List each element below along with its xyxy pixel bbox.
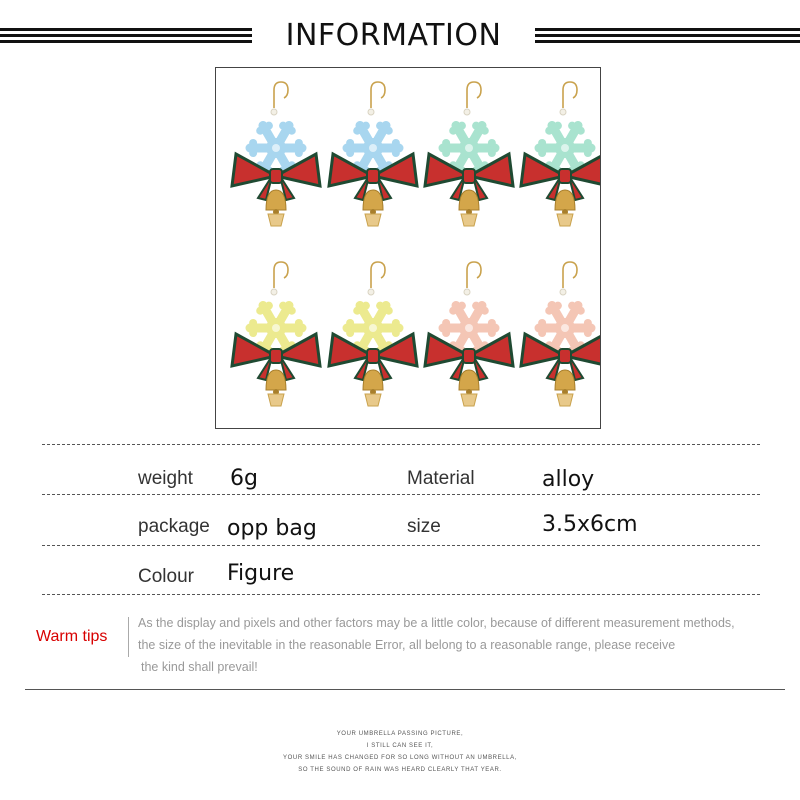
divider [25,689,785,690]
divider [42,594,760,595]
warm-tips-line-1: As the display and pixels and other factors may be a little color, because of different measurement methods, [138,616,735,630]
material-label: Material [407,468,475,489]
footer-line-2: I STILL CAN SEE IT, [366,743,434,749]
weight-value: 6g [230,466,258,491]
earring [232,82,320,226]
earrings-illustration [216,68,600,428]
divider [42,494,760,495]
earring [521,82,600,226]
weight-label: weight [138,468,193,489]
earring [425,82,513,226]
footer-line-4: SO THE SOUND OF RAIN WAS HEARD CLEARLY THAT YEAR. [298,767,502,773]
product-photo [215,67,601,429]
warm-tips-label: Warm tips [36,628,108,645]
colour-value: Figure [227,561,295,586]
header-rule-left [0,28,252,46]
material-value: alloy [542,467,595,492]
page-title: INFORMATION [285,18,502,53]
divider [42,444,760,445]
divider [42,545,760,546]
size-label: size [407,516,441,537]
warm-tips-line-3: the kind shall prevail! [141,660,258,674]
package-label: package [138,516,210,537]
warm-tips-separator [128,617,129,657]
earring [425,262,513,406]
colour-label: Colour [138,566,194,587]
size-value: 3.5x6cm [542,512,638,537]
package-value: opp bag [227,516,317,541]
warm-tips-line-2: the size of the inevitable in the reasonable Error, all belong to a reasonable range, please receive [138,638,676,652]
earring [329,262,417,406]
earring [521,262,600,406]
footer-line-3: YOUR SMILE HAS CHANGED FOR SO LONG WITHOUT AN UMBRELLA, [283,755,517,761]
footer-line-1: YOUR UMBRELLA PASSING PICTURE, [336,731,464,737]
earring [232,262,320,406]
earring [329,82,417,226]
header-rule-right [535,28,800,46]
